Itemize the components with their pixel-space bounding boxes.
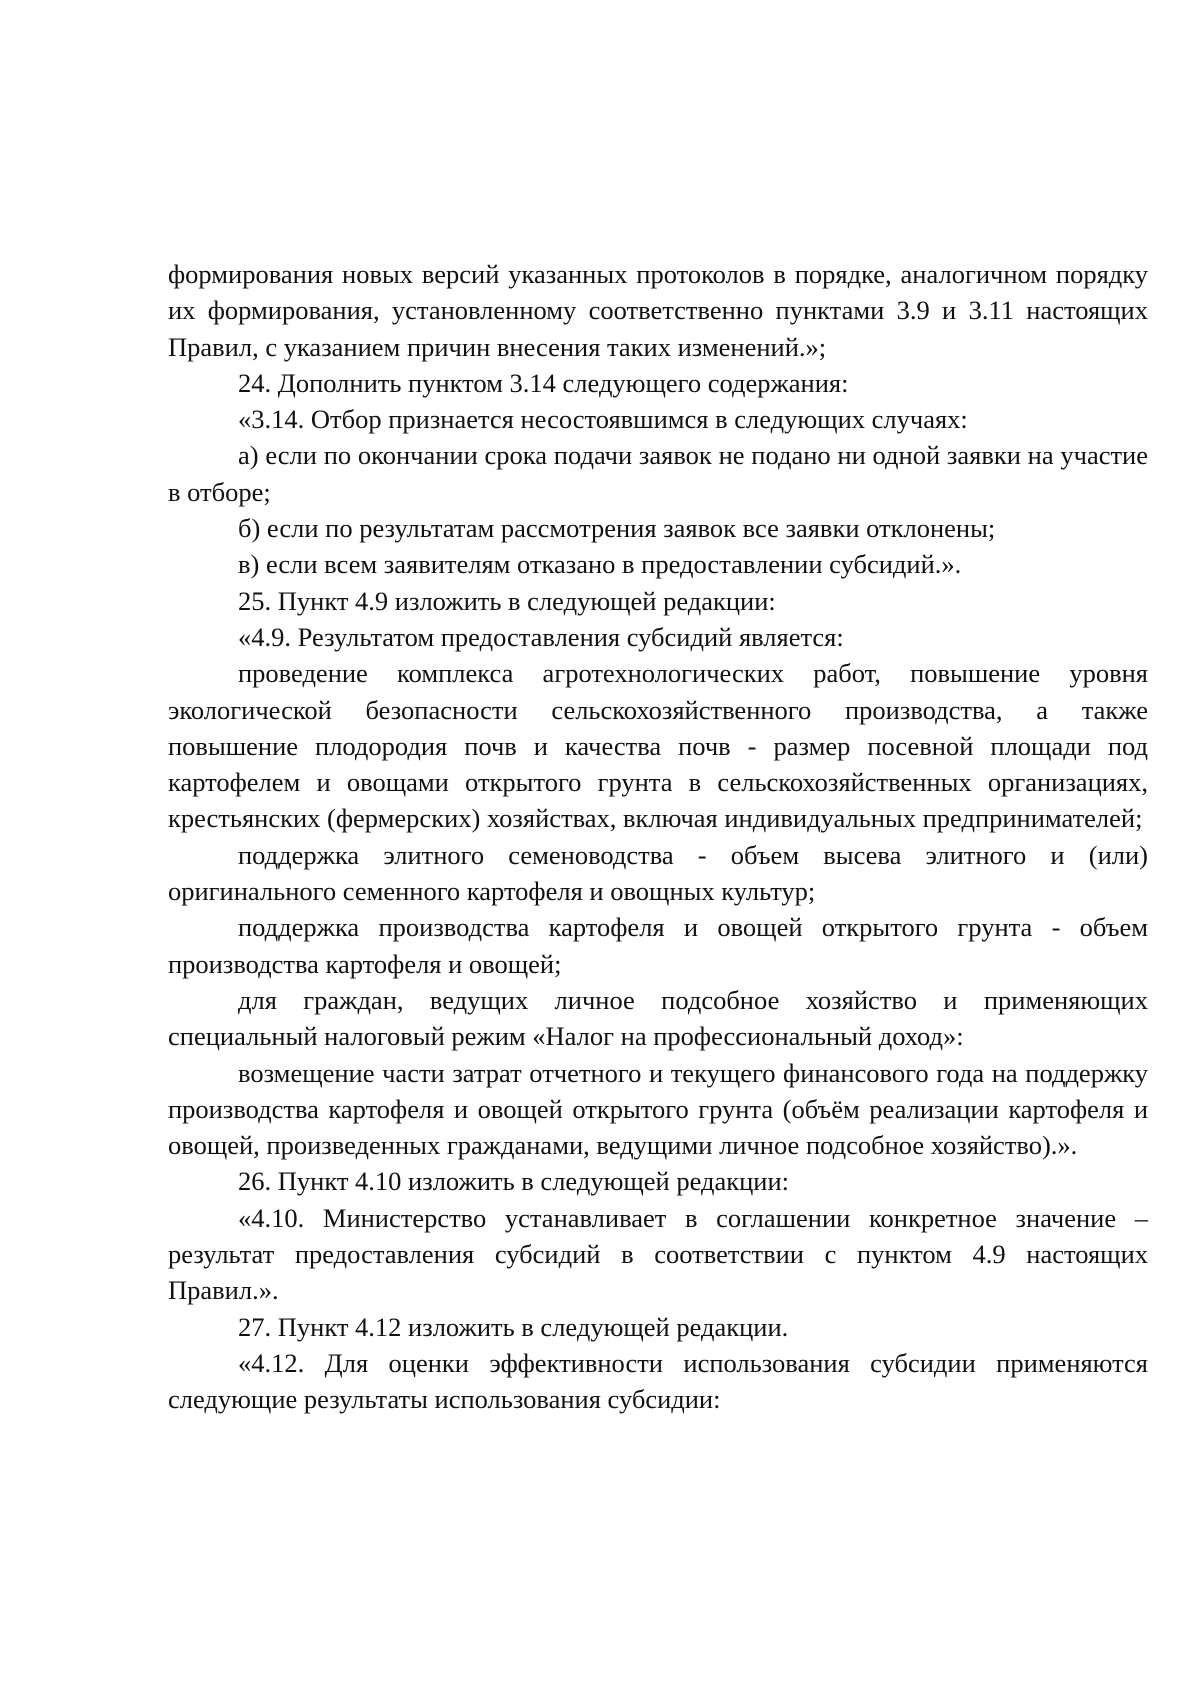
paragraph-continuation: формирования новых версий указанных протоколов в порядке, аналогичном порядку их формирования, установленному соответственно пунктами 3.9 и 3.11 настоящих Правил, с указанием причин внесения таких изменений.»; (168, 259, 1148, 362)
paragraph-clause-4-10: «4.10. Министерство устанавливает в соглашении конкретное значение – результат предоставления субсидий в соответствии с пунктом 4.9 настоящих Правил.». (168, 1202, 1148, 1306)
document-body (168, 256, 1148, 1418)
paragraph-item-27: 27. Пункт 4.12 изложить в следующей редакции. (238, 1311, 789, 1342)
paragraph-item-26: 26. Пункт 4.10 изложить в следующей редакции: (238, 1166, 790, 1197)
paragraph-result-elite-seed: поддержка элитного семеноводства - объем высева элитного и (или) оригинального семенного картофеля и овощных культур; (168, 839, 1148, 907)
paragraph-clause-4-12: «4.12. Для оценки эффективности использования субсидии применяются следующие результаты использования субсидии: (168, 1347, 1148, 1415)
paragraph-clause-3-14: «3.14. Отбор признается несостоявшимся в следующих случаях: (238, 404, 968, 435)
paragraph-clause-4-9: «4.9. Результатом предоставления субсидий является: (238, 621, 844, 652)
paragraph-subitem-a: а) если по окончании срока подачи заявок не подано ни одной заявки на участие в отборе; (168, 440, 1148, 507)
paragraph-item-25: 25. Пункт 4.9 изложить в следующей редакции: (238, 585, 776, 616)
paragraph-subitem-v: в) если всем заявителям отказано в предоставлении субсидий.». (238, 549, 962, 580)
paragraph-result-production: поддержка производства картофеля и овощей открытого грунта - объем производства картофеля и овощей; (168, 912, 1148, 979)
paragraph-compensation: возмещение части затрат отчетного и текущего финансового года на поддержку производства картофеля и овощей открытого грунта (объём реализации картофеля и овощей, произведенных гражданами, ведущими личное подсобное хозяйство).». (168, 1057, 1148, 1161)
paragraph-result-agrotech: проведение комплекса агротехнологических работ, повышение уровня экологической безопасности сельскохозяйственного производства, а также повышение плодородия почв и качества почв - размер посевной площади под картофелем и овощами открытого грунта в сельскохозяйственных организациях, крестьянских (фермерских) хозяйствах, включая индивидуальных предпринимателей; (168, 658, 1148, 834)
paragraph-item-24: 24. Дополнить пунктом 3.14 следующего содержания: (238, 367, 849, 398)
paragraph-subitem-b: б) если по результатам рассмотрения заявок все заявки отклонены; (238, 513, 996, 544)
paragraph-citizens: для граждан, ведущих личное подсобное хозяйство и применяющих специальный налоговый режим «Налог на профессиональный доход»: (168, 984, 1148, 1052)
